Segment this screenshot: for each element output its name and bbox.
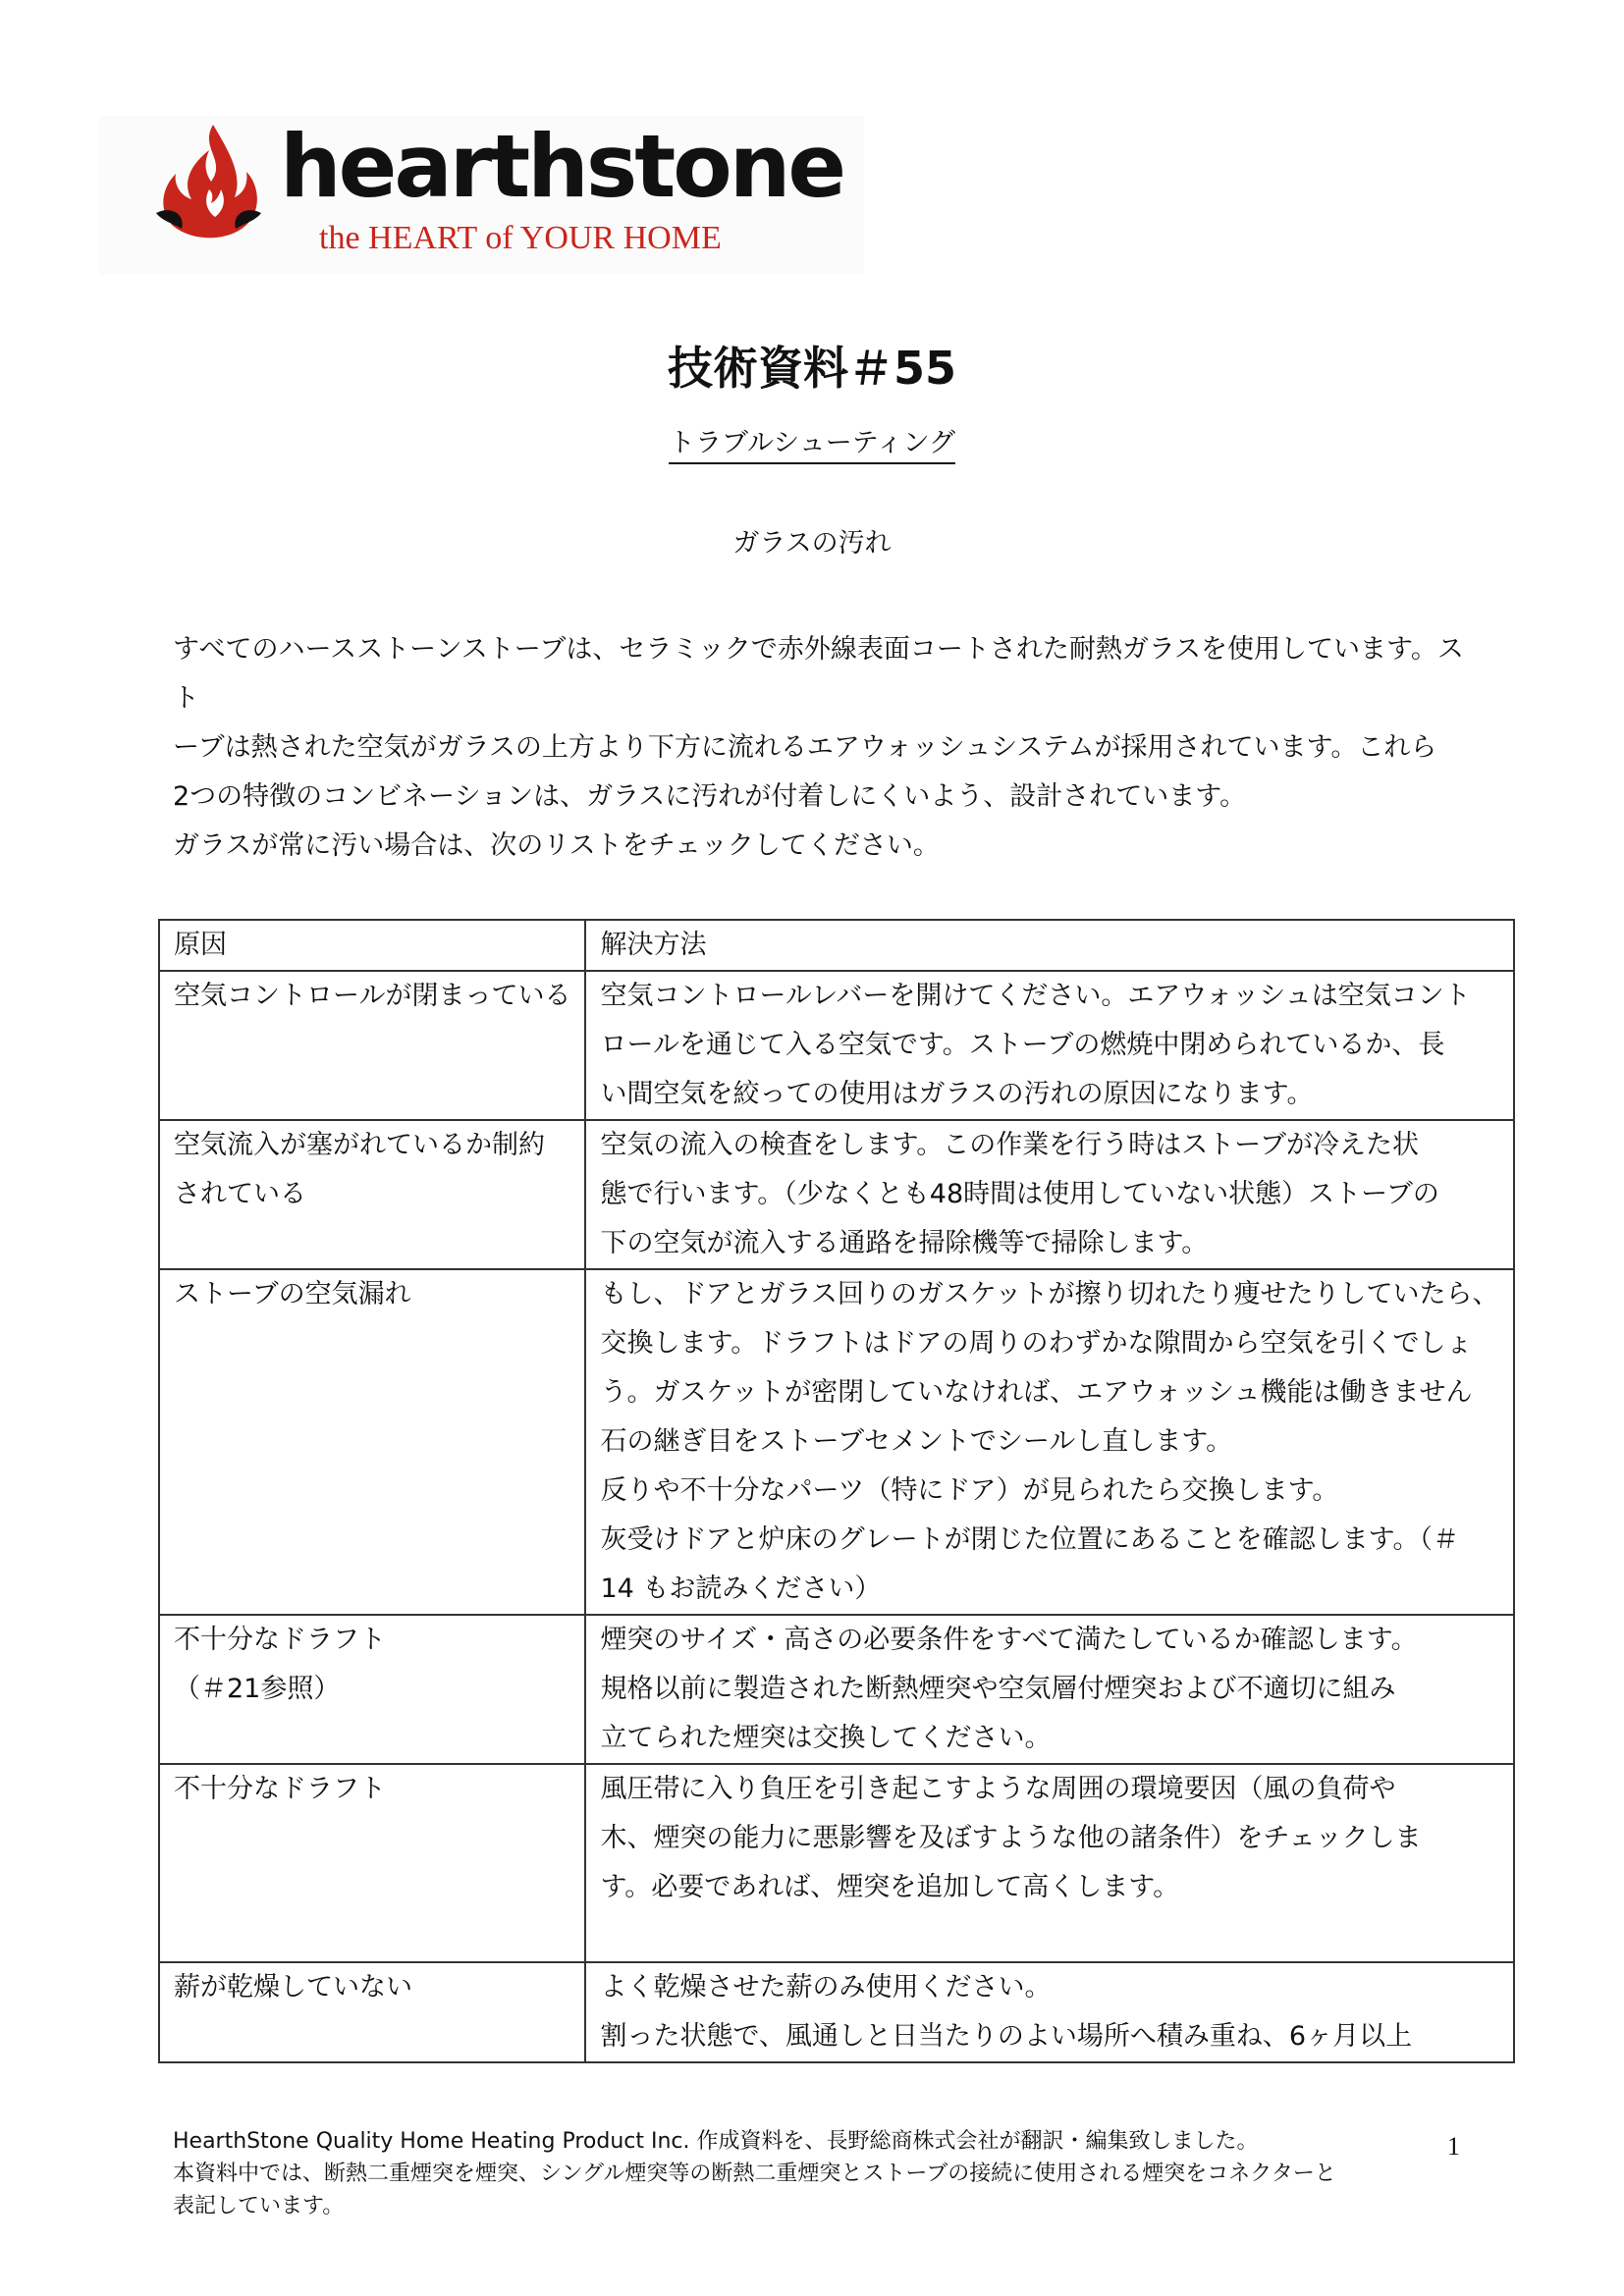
cause-line: （＃21参照） (174, 1674, 341, 1704)
solution-line: 空気の流入の検査をします。この作業を行う時はストーブが冷えた状 (600, 1130, 1419, 1160)
solution-line: ロールを通じて入る空気です。ストーブの燃焼中閉められているか、長 (600, 1030, 1445, 1060)
solution-line: 風圧帯に入り負圧を引き起こすような周囲の環境要因（風の負荷や (600, 1774, 1396, 1804)
subtitle-text: トラブルシューティング (669, 428, 955, 464)
footer-note (173, 2125, 1479, 2222)
cause-line: 不十分なドラフト (174, 1774, 386, 1804)
page-subtitle (0, 430, 1624, 456)
intro-line: 2つの特徴のコンビネーションは、ガラスに汚れが付着しにくいよう、設計されています。 (173, 781, 1247, 812)
cause-cell (159, 1269, 585, 1615)
solution-line: 下の空気が流入する通路を掃除機等で掃除します。 (600, 1228, 1209, 1258)
footer-line: 本資料中では、断熱二重煙突を煙突、シングル煙突等の断熱二重煙突とストーブの接続に使用される煙突をコネクターと (173, 2162, 1336, 2186)
solution-line: 14 もお読みください） (600, 1574, 882, 1604)
logo-tagline: the HEART of YOUR HOME (319, 220, 722, 256)
page-title: 技術資料＃55 (667, 342, 956, 395)
cause-cell (159, 1120, 585, 1269)
solution-line: 交換します。ドラフトはドアの周りのわずかな隙間から空気を引くでしょ (600, 1328, 1473, 1359)
cause-cell (159, 971, 585, 1120)
solution-line: 態で行います。（少なくとも48時間は使用していない状態）ストーブの (600, 1179, 1439, 1209)
footer-line: 表記しています。 (173, 2194, 345, 2218)
intro-line: すべてのハースストーンストーブは、セラミックで赤外線表面コートされた耐熱ガラスを使用しています。スト (173, 634, 1464, 714)
table-row (159, 1615, 1514, 1764)
table-row (159, 971, 1514, 1120)
intro-paragraph (173, 625, 1469, 871)
solution-line: 煙突のサイズ・高さの必要条件をすべて満たしているか確認します。 (600, 1625, 1418, 1655)
solution-line: う。ガスケットが密閉していなければ、エアウォッシュ機能は働きません (600, 1377, 1473, 1408)
header-cause-label: 原因 (174, 930, 227, 960)
solution-line: 木、煙突の能力に悪影響を及ぼすような他の諸条件）をチェックしま (600, 1823, 1422, 1853)
solution-line: す。必要であれば、煙突を追加して高くします。 (600, 1872, 1180, 1902)
solution-line: 規格以前に製造された断熱煙突や空気層付煙突および不適切に組み (600, 1674, 1396, 1704)
solution-line: 灰受けドアと炉床のグレートが閉じた位置にあることを確認します。（＃ (600, 1524, 1459, 1555)
table-row (159, 1269, 1514, 1615)
solution-line: 立てられた煙突は交換してください。 (600, 1723, 1052, 1753)
solution-line: 割った状態で、風通しと日当たりのよい場所へ積み重ね、6ヶ月以上 (600, 2021, 1413, 2052)
table-row (159, 1962, 1514, 2062)
cause-cell (159, 1764, 585, 1962)
solution-line: い間空気を絞っての使用はガラスの汚れの原因になります。 (600, 1079, 1314, 1109)
header-solution-label: 解決方法 (600, 930, 707, 960)
solution-cell (585, 1962, 1513, 2062)
solution-cell (585, 1120, 1513, 1269)
solution-line: 石の継ぎ目をストーブセメントでシールし直します。 (600, 1426, 1233, 1457)
logo-wordmark: hearthstone (280, 116, 844, 217)
header-solution (585, 920, 1513, 971)
cause-line: 不十分なドラフト (174, 1625, 386, 1655)
solution-line: 空気コントロールレバーを開けてください。エアウォッシュは空気コント (600, 981, 1471, 1011)
cause-cell (159, 1615, 585, 1764)
table-header-row (159, 920, 1514, 971)
header-cause (159, 920, 585, 971)
solution-cell (585, 1764, 1513, 1962)
page-number: 1 (1447, 2132, 1460, 2161)
cause-cell (159, 1962, 585, 2062)
table-row (159, 1764, 1514, 1962)
cause-line: 空気流入が塞がれているか制約 (174, 1130, 545, 1160)
solution-cell (585, 1615, 1513, 1764)
cause-line: 薪が乾燥していない (174, 1972, 412, 2002)
solution-cell (585, 971, 1513, 1120)
footer-line: HearthStone Quality Home Heating Product Inc. 作成資料を、長野総商株式会社が翻訳・編集致しました。 (173, 2129, 1259, 2154)
solution-cell (585, 1269, 1513, 1615)
topic-heading: ガラスの汚れ (732, 528, 892, 559)
cause-line: 空気コントロールが閉まっている (174, 981, 571, 1011)
solution-line: 反りや不十分なパーツ（特にドア）が見られたら交換します。 (600, 1475, 1339, 1506)
solution-line: もし、ドアとガラス回りのガスケットが擦り切れたり痩せたりしていたら、 (600, 1279, 1499, 1309)
table-row (159, 1120, 1514, 1269)
intro-line: ーブは熱された空気がガラスの上方より下方に流れるエアウォッシュシステムが採用されています。これら (173, 732, 1437, 763)
intro-line: ガラスが常に汚い場合は、次のリストをチェックしてください。 (173, 830, 940, 861)
solution-line: よく乾燥させた薪のみ使用ください。 (600, 1972, 1052, 2002)
cause-line: ストーブの空気漏れ (174, 1279, 411, 1309)
hearthstone-logo (98, 116, 864, 275)
flame-logo-icon (152, 121, 265, 243)
cause-line: されている (174, 1179, 306, 1209)
troubleshooting-table (158, 919, 1515, 2063)
